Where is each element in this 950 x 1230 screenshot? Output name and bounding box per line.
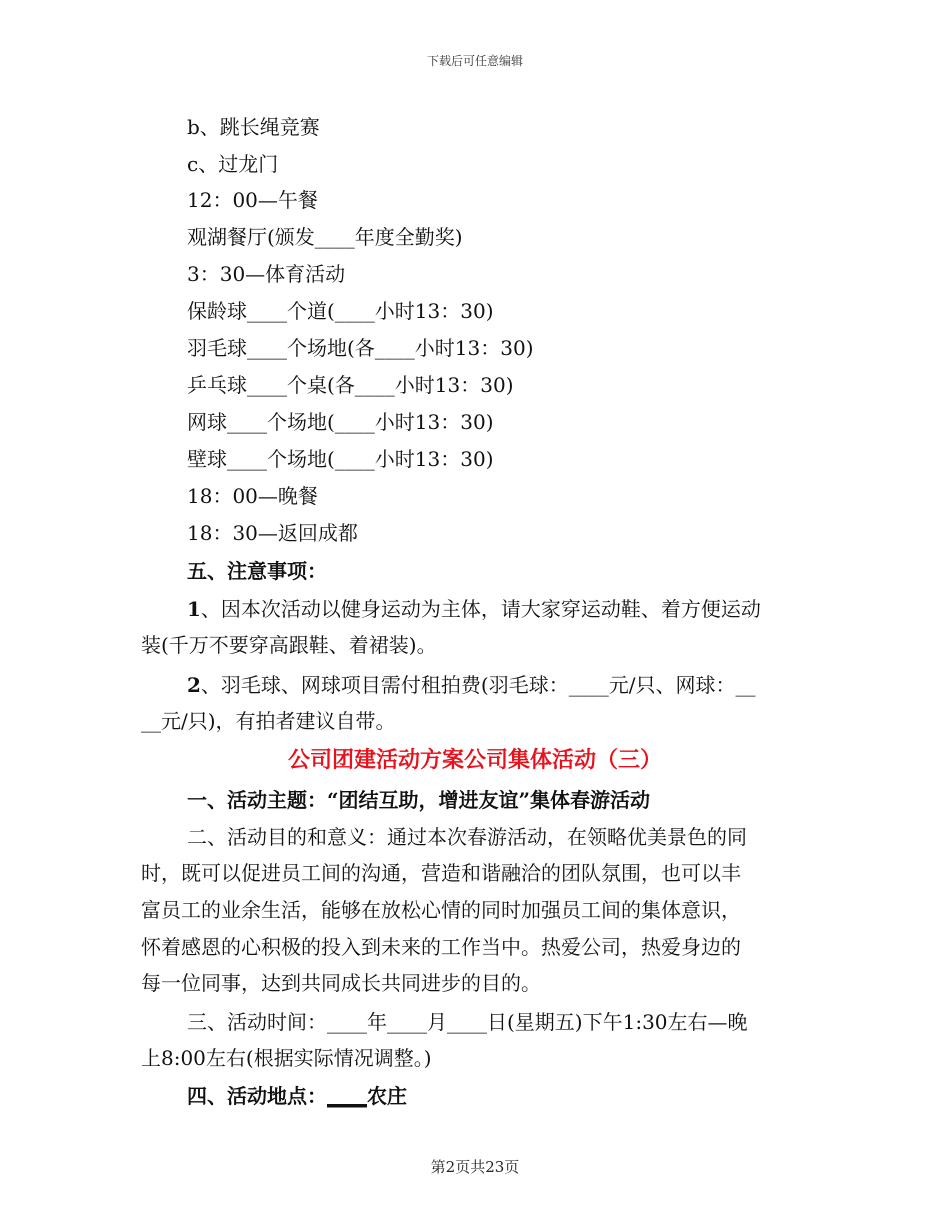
note-1-number: 1 (187, 597, 201, 621)
activity-location (187, 1084, 407, 1108)
note-1-text: 、因本次活动以健身运动为主体，请大家穿运动鞋、着方便运动 (200, 597, 761, 621)
schedule-item: 18：00—晚餐 (187, 484, 318, 508)
purpose-line-3: 富员工的业余生活，能够在放松心情的同时加强员工间的集体意识， (141, 898, 741, 922)
note-2-line-1 (187, 673, 755, 697)
page-header: 下载后可任意编辑 (426, 54, 523, 68)
notes-heading: 五、注意事项： (187, 559, 327, 583)
note-1-line-1 (187, 597, 761, 621)
section-title: 公司团建活动方案公司集体活动（三） (287, 747, 662, 773)
activity-theme: 一、活动主题：“团结互助，增进友谊”集体春游活动 (187, 788, 651, 812)
note-2-text: 、羽毛球、网球项目需付租拍费(羽毛球：____元/只、网球：__ (200, 673, 756, 697)
schedule-item: 3：30—体育活动 (187, 262, 346, 286)
schedule-item: c、过龙门 (187, 152, 279, 176)
schedule-item: 网球____个场地(____小时13：30) (187, 410, 494, 434)
purpose-line-1: 二、活动目的和意义：通过本次春游活动，在领略优美景色的同 (187, 825, 747, 849)
schedule-item: 12：00—午餐 (187, 188, 318, 212)
location-blank: ____ (327, 1084, 367, 1108)
page-footer: 第2页共23页 (430, 1158, 520, 1176)
schedule-item: 壁球____个场地(____小时13：30) (187, 447, 494, 471)
note-2-line-2: __元/只)，有拍者建议自带。 (141, 709, 396, 733)
schedule-item: 羽毛球____个场地(各____小时13：30) (187, 336, 534, 360)
schedule-item: b、跳长绳竞赛 (187, 115, 320, 139)
schedule-item: 保龄球____个道(____小时13：30) (187, 299, 494, 323)
schedule-item: 观湖餐厅(颁发____年度全勤奖) (187, 225, 463, 249)
schedule-item: 18：30—返回成都 (187, 521, 358, 545)
location-value: 农庄 (367, 1084, 407, 1108)
time-line-2: 上8:00左右(根据实际情况调整。) (141, 1046, 432, 1070)
schedule-item: 乒乓球____个桌(各____小时13：30) (187, 373, 514, 397)
purpose-line-2: 时，既可以促进员工间的沟通，营造和谐融洽的团队氛围，也可以丰 (141, 861, 741, 885)
purpose-line-5: 每一位同事，达到共同成长共同进步的目的。 (141, 971, 541, 995)
note-2-number: 2 (187, 673, 201, 697)
note-1-line-2: 装(千万不要穿高跟鞋、着裙装)。 (141, 633, 437, 657)
time-line-1: 三、活动时间：____年____月____日(星期五)下午1:30左右—晚 (187, 1010, 748, 1034)
purpose-line-4: 怀着感恩的心积极的投入到未来的工作当中。热爱公司，热爱身边的 (141, 935, 741, 959)
location-label: 四、活动地点： (187, 1084, 327, 1108)
